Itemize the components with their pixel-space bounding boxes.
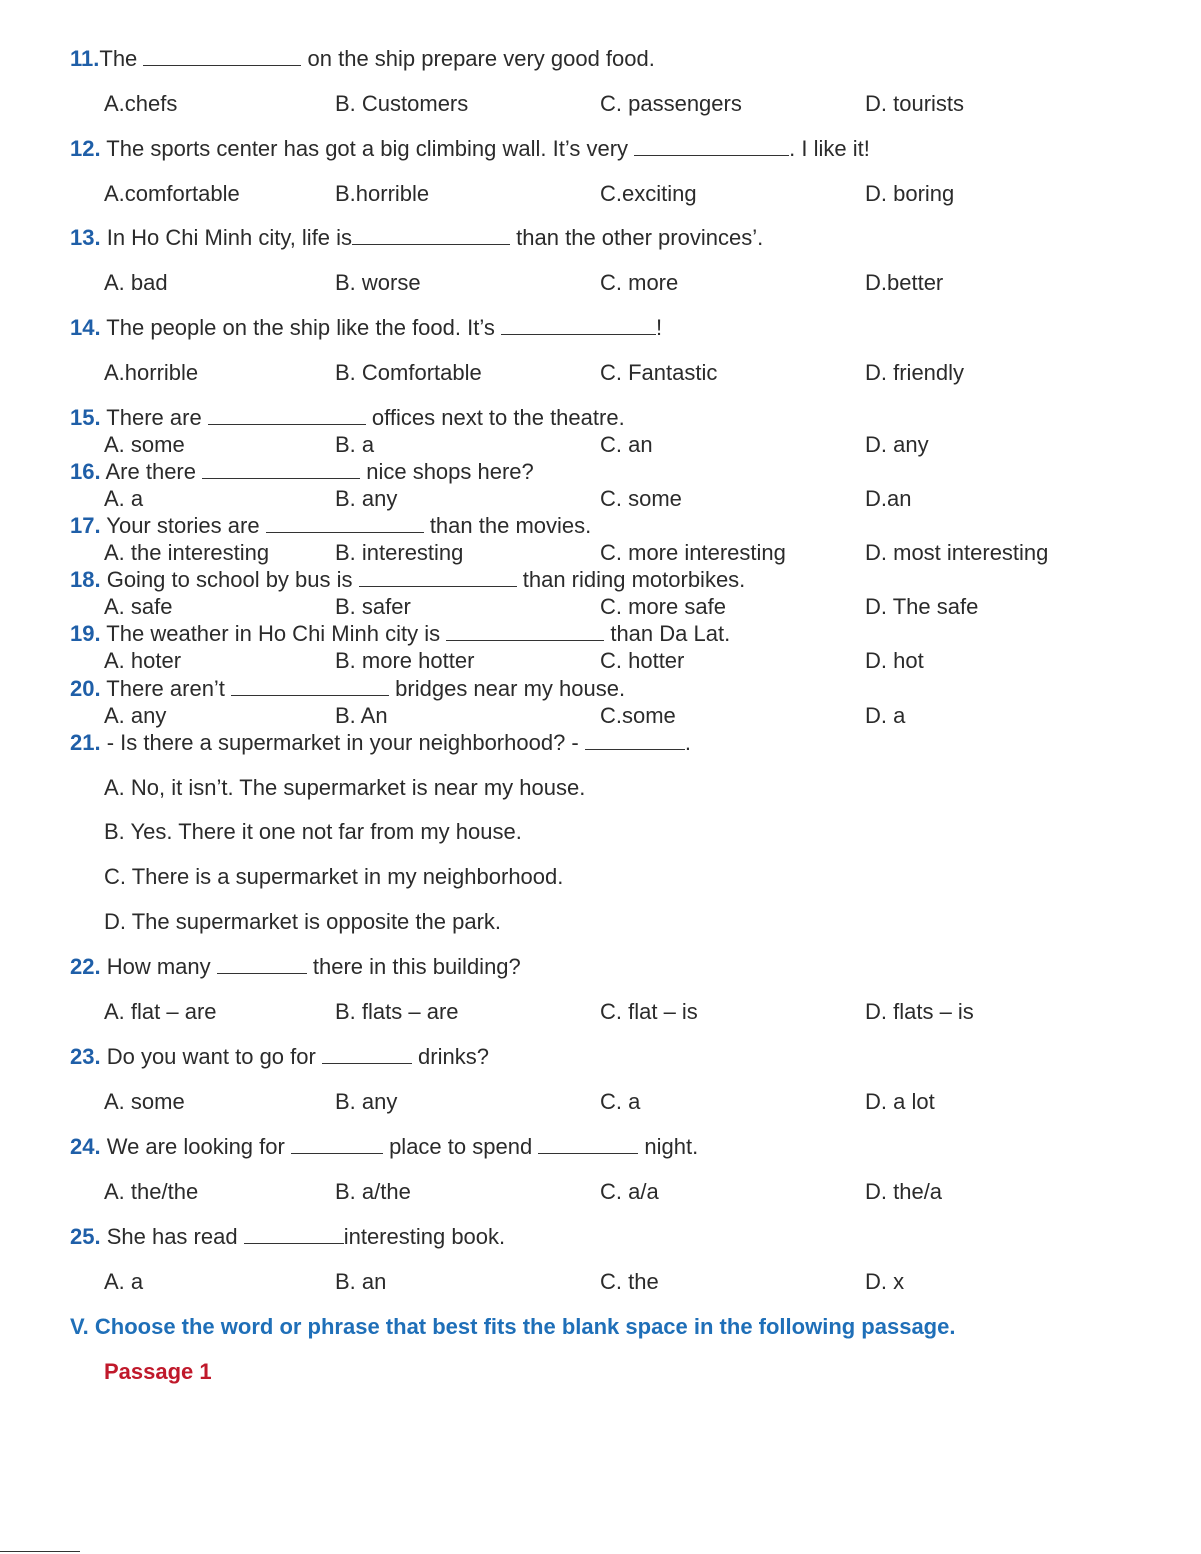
option-c: C. a/a xyxy=(600,1179,659,1204)
option-c: C. flat – is xyxy=(600,999,698,1024)
option-c: C. There is a supermarket in my neighborhood. xyxy=(104,864,564,889)
option-b: B. any xyxy=(335,1089,398,1114)
option-a: A. the interesting xyxy=(104,540,270,565)
option-b: B. a xyxy=(335,432,375,457)
answer-blank xyxy=(446,622,604,641)
option-d: D. the/a xyxy=(865,1179,943,1204)
option-c: C. passengers xyxy=(600,91,742,116)
question-19 xyxy=(70,621,730,647)
answer-blank xyxy=(634,137,789,156)
option-d: D.an xyxy=(865,486,912,511)
question-text: night. xyxy=(638,1134,699,1159)
answer-blank xyxy=(202,460,360,479)
option-c: C. an xyxy=(600,432,653,457)
question-number: 15. xyxy=(70,405,101,430)
question-12 xyxy=(70,136,870,162)
question-20 xyxy=(70,676,625,702)
option-d: D. x xyxy=(865,1269,905,1294)
question-15 xyxy=(70,405,625,431)
option-a: A. any xyxy=(104,703,167,728)
question-text: How many xyxy=(100,954,217,979)
option-b: B.horrible xyxy=(335,181,430,206)
section-title: V. Choose the word or phrase that best fits the blank space in the following passage. xyxy=(70,1314,956,1339)
answer-blank xyxy=(538,1135,638,1154)
question-text: Do you want to go for xyxy=(100,1044,322,1069)
question-text: The sports center has got a big climbing wall. It’s very xyxy=(100,136,635,161)
question-text: nice shops here? xyxy=(360,459,534,484)
option-b: B. worse xyxy=(335,270,421,295)
answer-blank xyxy=(208,406,366,425)
option-a: A. some xyxy=(104,432,185,457)
option-a: A.chefs xyxy=(104,91,178,116)
question-text: there in this building? xyxy=(306,954,521,979)
question-text: The weather in Ho Chi Minh city is xyxy=(100,621,447,646)
question-text: offices next to the theatre. xyxy=(365,405,625,430)
answer-blank xyxy=(359,568,517,587)
option-a: A. hoter xyxy=(104,648,182,673)
option-c: C. some xyxy=(600,486,682,511)
question-text: We are looking for xyxy=(100,1134,291,1159)
question-text: than riding motorbikes. xyxy=(516,567,746,592)
answer-blank xyxy=(266,514,424,533)
question-text: ! xyxy=(655,315,663,340)
option-c: C.exciting xyxy=(600,181,697,206)
question-21 xyxy=(70,730,691,756)
option-a: A. the/the xyxy=(104,1179,199,1204)
option-d: D. most interesting xyxy=(865,540,1049,565)
question-23 xyxy=(70,1044,489,1070)
question-number: 11. xyxy=(70,46,100,71)
question-number: 24. xyxy=(70,1134,101,1159)
question-number: 21. xyxy=(70,730,101,755)
answer-blank xyxy=(291,1135,383,1154)
question-13 xyxy=(70,225,763,251)
question-text: Your stories are xyxy=(100,513,266,538)
question-16 xyxy=(70,459,534,485)
question-text: There are xyxy=(100,405,208,430)
option-b: B. interesting xyxy=(335,540,464,565)
option-b: B. any xyxy=(335,486,398,511)
answer-blank xyxy=(501,316,656,335)
question-number: 22. xyxy=(70,954,101,979)
option-b: B. safer xyxy=(335,594,411,619)
question-text: . I like it! xyxy=(789,136,870,161)
option-d: D. a xyxy=(865,703,906,728)
question-text: The people on the ship like the food. It’s xyxy=(100,315,501,340)
question-text: than the other provinces’. xyxy=(510,225,764,250)
option-c: C. more interesting xyxy=(600,540,786,565)
question-number: 14. xyxy=(70,315,101,340)
footnote-divider xyxy=(0,1551,80,1552)
question-text: than Da Lat. xyxy=(604,621,731,646)
option-c: C. the xyxy=(600,1269,659,1294)
question-text: interesting book. xyxy=(343,1224,506,1249)
option-b: B. an xyxy=(335,1269,387,1294)
answer-blank xyxy=(585,731,685,750)
question-text: There aren’t xyxy=(100,676,232,701)
option-a: A.horrible xyxy=(104,360,199,385)
option-b: B. Customers xyxy=(335,91,469,116)
question-number: 16. xyxy=(70,459,101,484)
answer-blank xyxy=(352,226,510,245)
option-c: C. Fantastic xyxy=(600,360,718,385)
option-c: C. hotter xyxy=(600,648,685,673)
question-text: . xyxy=(684,730,691,755)
option-d: D. The supermarket is opposite the park. xyxy=(104,909,502,934)
option-c: C. a xyxy=(600,1089,641,1114)
question-text: Going to school by bus is xyxy=(100,567,359,592)
option-c: C. more xyxy=(600,270,679,295)
question-number: 17. xyxy=(70,513,101,538)
option-a: A. flat – are xyxy=(104,999,217,1024)
question-25 xyxy=(70,1224,505,1250)
answer-blank xyxy=(231,677,389,696)
option-d: D. any xyxy=(865,432,929,457)
option-b: B. a/the xyxy=(335,1179,411,1204)
option-a: A. No, it isn’t. The supermarket is near my house. xyxy=(104,775,586,800)
option-b: B. Yes. There it one not far from my house. xyxy=(104,819,522,844)
option-d: D. hot xyxy=(865,648,924,673)
option-b: B. flats – are xyxy=(335,999,459,1024)
option-d: D. tourists xyxy=(865,91,965,116)
question-number: 13. xyxy=(70,225,101,250)
question-18 xyxy=(70,567,745,593)
question-number: 19. xyxy=(70,621,101,646)
question-24 xyxy=(70,1134,698,1160)
question-text: bridges near my house. xyxy=(389,676,626,701)
question-14 xyxy=(70,315,662,341)
question-text: - Is there a supermarket in your neighborhood? - xyxy=(100,730,585,755)
question-text: drinks? xyxy=(411,1044,489,1069)
answer-blank xyxy=(244,1225,344,1244)
option-c: C.some xyxy=(600,703,676,728)
answer-blank xyxy=(143,47,301,66)
question-text: The xyxy=(99,46,144,71)
option-d: D.better xyxy=(865,270,944,295)
option-d: D. friendly xyxy=(865,360,965,385)
option-d: D. a lot xyxy=(865,1089,935,1114)
passage-label: Passage 1 xyxy=(104,1359,212,1384)
option-a: A. a xyxy=(104,486,144,511)
option-c: C. more safe xyxy=(600,594,726,619)
option-d: D. boring xyxy=(865,181,955,206)
option-a: A. bad xyxy=(104,270,168,295)
answer-blank xyxy=(322,1045,412,1064)
option-a: A. a xyxy=(104,1269,144,1294)
option-a: A. safe xyxy=(104,594,173,619)
question-number: 23. xyxy=(70,1044,101,1069)
option-b: B. An xyxy=(335,703,388,728)
question-text: on the ship prepare very good food. xyxy=(301,46,655,71)
question-22 xyxy=(70,954,521,980)
question-text: place to spend xyxy=(382,1134,539,1159)
question-number: 25. xyxy=(70,1224,101,1249)
option-b: B. more hotter xyxy=(335,648,475,673)
question-text: than the movies. xyxy=(423,513,592,538)
option-a: A. some xyxy=(104,1089,185,1114)
question-11 xyxy=(70,46,655,72)
question-text: In Ho Chi Minh city, life is xyxy=(100,225,353,250)
option-d: D. flats – is xyxy=(865,999,974,1024)
question-number: 20. xyxy=(70,676,101,701)
question-17 xyxy=(70,513,591,539)
option-d: D. The safe xyxy=(865,594,979,619)
question-text: She has read xyxy=(100,1224,244,1249)
question-text: Are there xyxy=(100,459,203,484)
question-number: 18. xyxy=(70,567,101,592)
question-number: 12. xyxy=(70,136,101,161)
option-b: B. Comfortable xyxy=(335,360,482,385)
option-a: A.comfortable xyxy=(104,181,240,206)
answer-blank xyxy=(217,955,307,974)
